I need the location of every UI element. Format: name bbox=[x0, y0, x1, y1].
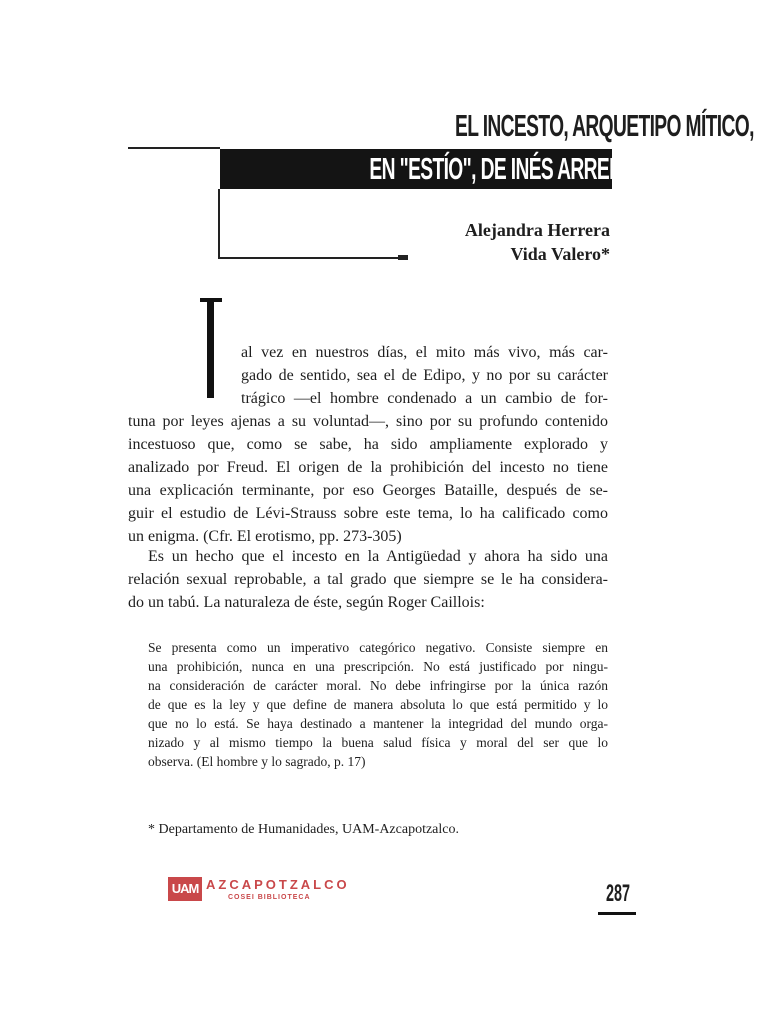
logo-subtitle: COSEI BIBLIOTECA bbox=[228, 894, 311, 901]
body-line: Es un hecho que el incesto en la Antigüedad y ahora ha sido una bbox=[148, 548, 608, 565]
block-quote bbox=[148, 638, 608, 771]
article-title-line-1: EL INCESTO, ARQUETIPO MÍTICO, bbox=[455, 108, 754, 143]
paragraph-1-full bbox=[128, 410, 608, 548]
body-line: trágico —el hombre condenado a un cambio de for- bbox=[241, 390, 608, 407]
body-line: un enigma. (Cfr. El erotismo, pp. 273-305) bbox=[128, 528, 402, 545]
quote-line: nizado y al mismo tiempo la buena salud física y moral del ser que lo bbox=[148, 735, 608, 750]
library-stamp-logo bbox=[168, 877, 368, 907]
title-rule-top bbox=[128, 147, 220, 149]
body-line: tuna por leyes ajenas a su voluntad—, sino por su profundo contenido bbox=[128, 413, 608, 430]
body-line: al vez en nuestros días, el mito más vivo, más car- bbox=[241, 344, 608, 361]
title-rule-vertical bbox=[218, 189, 220, 259]
body-line: gado de sentido, sea el de Edipo, y no por su carácter bbox=[241, 367, 608, 384]
article-title-line-2: EN "ESTÍO", DE INÉS ARREDONDO bbox=[369, 151, 678, 186]
logo-name: AZCAPOTZALCO bbox=[206, 877, 350, 892]
page-number-rule bbox=[598, 912, 636, 915]
body-line: do un tabú. La naturaleza de éste, según Roger Caillois: bbox=[128, 594, 485, 611]
quote-line: de que es la ley y que define de manera absoluta lo que está permitido y lo bbox=[148, 697, 608, 712]
page-number: 287 bbox=[606, 880, 631, 907]
authors bbox=[400, 218, 610, 266]
quote-line: Se presenta como un imperativo categórico negativo. Consiste siempre en bbox=[148, 640, 608, 655]
paragraph-2 bbox=[128, 545, 608, 614]
author-2: Vida Valero* bbox=[510, 244, 610, 264]
author-1: Alejandra Herrera bbox=[464, 220, 610, 240]
paragraph-1-indented bbox=[241, 341, 608, 410]
quote-line: observa. (El hombre y lo sagrado, p. 17) bbox=[148, 754, 366, 769]
title-rule-bottom bbox=[218, 257, 408, 259]
drop-cap-t bbox=[200, 298, 222, 398]
quote-line: na consideración de carácter moral. No debe infringirse por la única razón bbox=[148, 678, 608, 693]
footnote: * Departamento de Humanidades, UAM-Azcapotzalco. bbox=[148, 822, 459, 837]
quote-line: que no lo está. Se haya destinado a mantener la integridad del mundo orga- bbox=[148, 716, 608, 731]
body-line: una explicación terminante, por eso Georges Bataille, después de se- bbox=[128, 482, 608, 499]
uam-logo-mark: UAM bbox=[168, 877, 202, 901]
body-line: relación sexual reprobable, a tal grado que siempre se le ha considera- bbox=[128, 571, 608, 588]
body-line: incestuoso que, como se sabe, ha sido ampliamente explorado y bbox=[128, 436, 608, 453]
quote-line: una prohibición, nunca en una prescripción. No está justificado por ningu- bbox=[148, 659, 608, 674]
body-line: analizado por Freud. El origen de la prohibición del incesto no tiene bbox=[128, 459, 608, 476]
body-line: guir el estudio de Lévi-Strauss sobre este tema, lo ha calificado como bbox=[128, 505, 608, 522]
